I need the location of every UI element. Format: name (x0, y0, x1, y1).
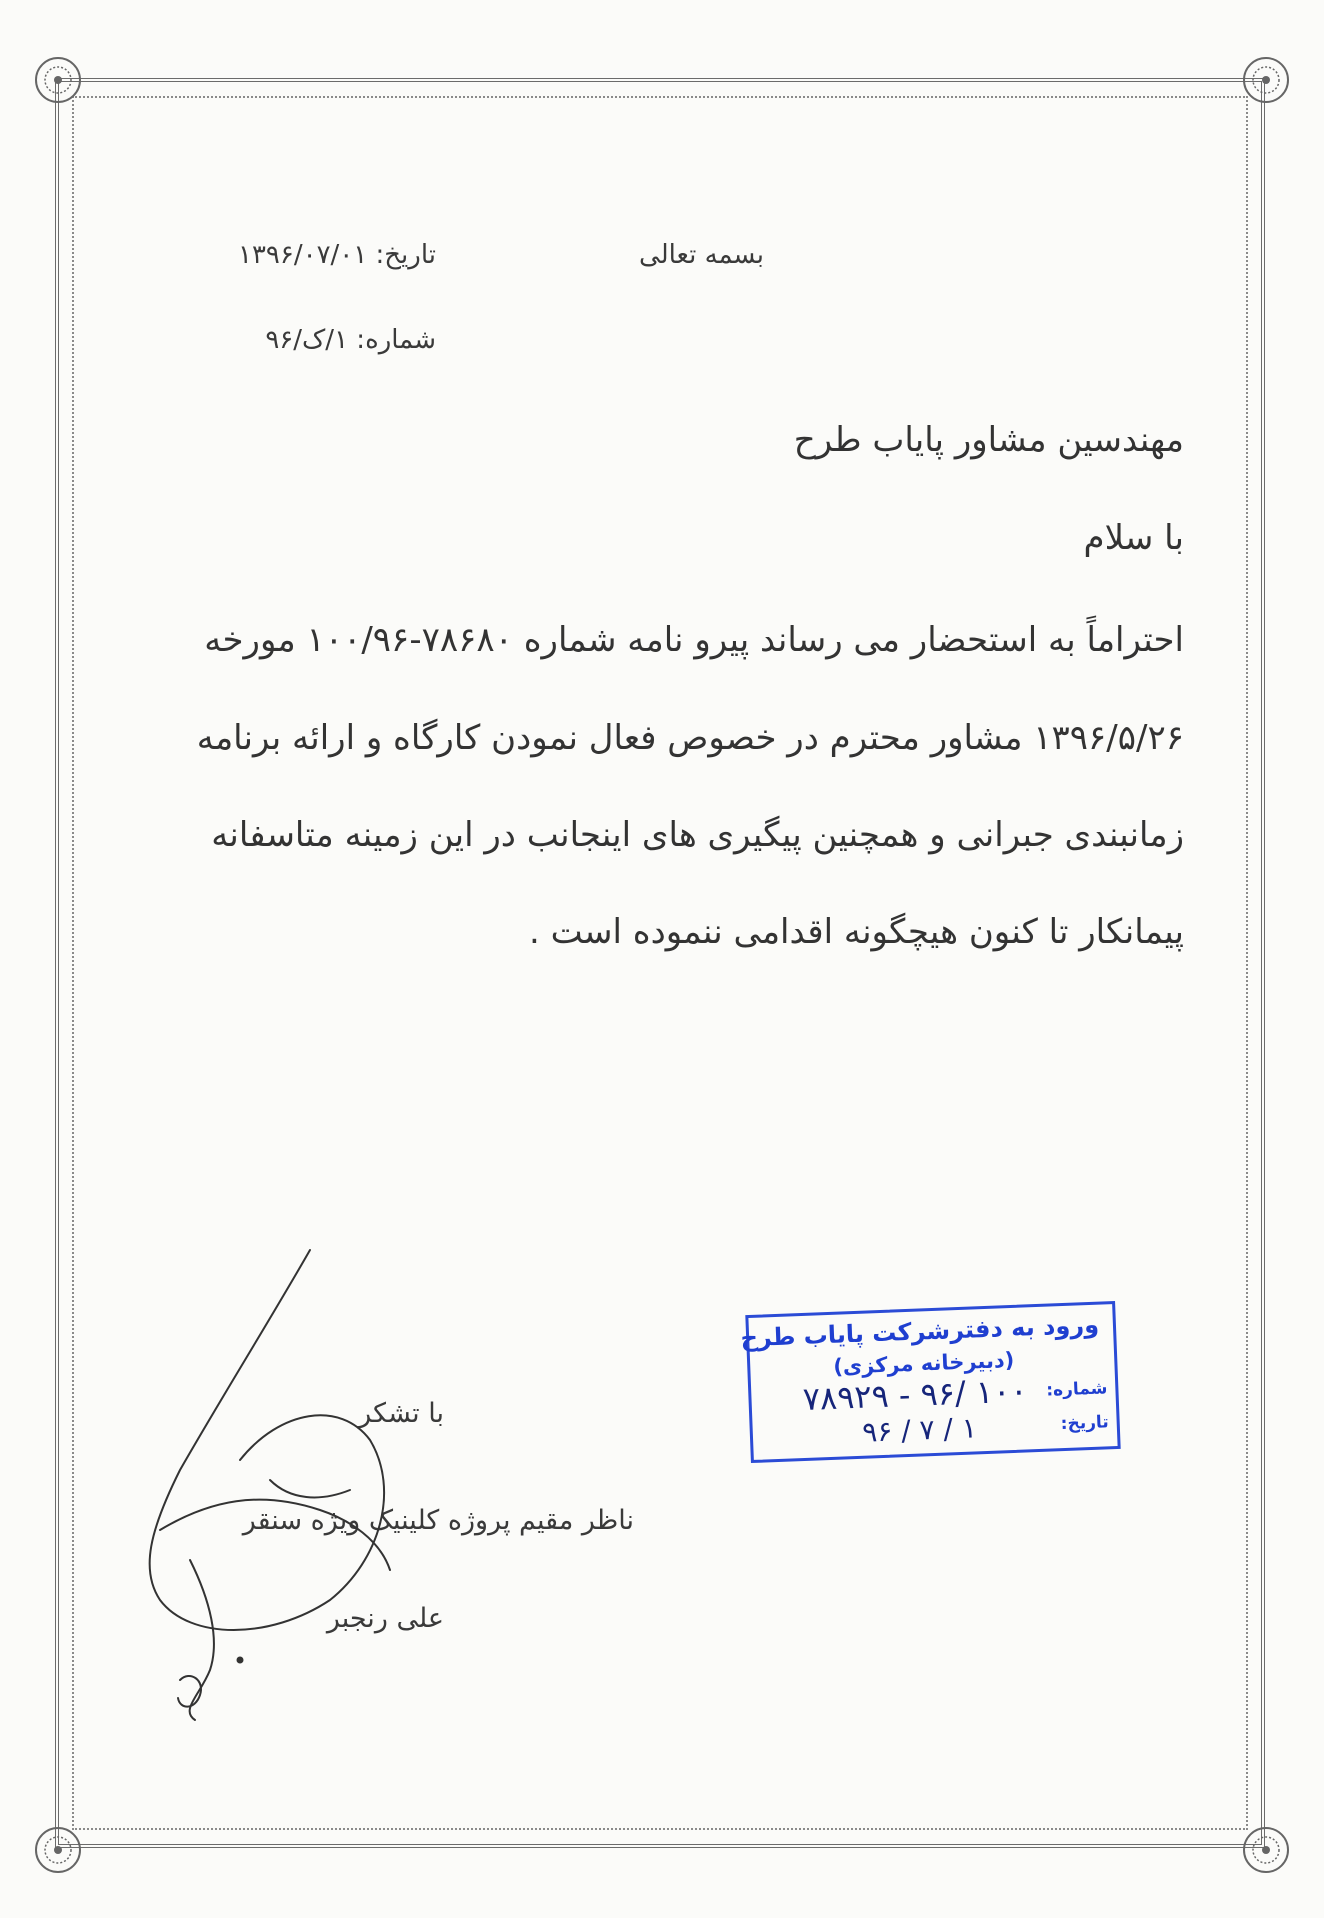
corner-ornament-icon (1236, 1820, 1296, 1880)
stamp-date-value: ۹۶ / ۷ / ۱ (861, 1411, 978, 1449)
stamp-title: ورود به دفترشرکت پایاب طرح (740, 1310, 1100, 1353)
body-line: ۱۳۹۶/۵/۲۶ مشاور محترم در خصوص فعال نمودن کارگاه و ارائه برنامه (196, 718, 1184, 758)
stamp-subtitle: (دبیرخانه مرکزی) (832, 1347, 1015, 1379)
registration-stamp (740, 1301, 1120, 1463)
body-line: زمانبندی جبرانی و همچنین پیگیری های اینجانب در این زمینه متاسفانه (211, 815, 1184, 855)
letter-date: تاریخ: ۱۳۹۶/۰۷/۰۱ (237, 240, 436, 270)
signer-name: علی رنجبر (326, 1603, 444, 1634)
stamp-date-label: تاریخ: (1060, 1412, 1110, 1435)
stamp-number-value: ۷۸۹۲۹ - ۹۶/ ۱۰۰ (802, 1371, 1029, 1418)
corner-ornament-icon (1236, 50, 1296, 110)
closing-thanks: با تشکر (358, 1398, 444, 1429)
greeting: با سلام (1083, 518, 1184, 558)
signer-title: ناظر مقیم پروژه کلینیک ویژه سنقر (242, 1505, 634, 1536)
basmala-heading: بسمه تعالی (639, 240, 764, 270)
stamp-number-label: شماره: (1045, 1378, 1108, 1401)
corner-ornament-icon (28, 1820, 88, 1880)
addressee: مهندسین مشاور پایاب طرح (793, 420, 1184, 460)
corner-ornament-icon (28, 50, 88, 110)
body-line: پیمانکار تا کنون هیچگونه اقدامی ننموده است . (529, 912, 1184, 952)
letter-number: شماره: ۱/ک/۹۶ (265, 325, 436, 355)
handwritten-signature (120, 1240, 440, 1740)
body-line: احتراماً به استحضار می رساند پیرو نامه شماره ۷۸۶۸۰-۱۰۰/۹۶ مورخه (204, 620, 1184, 660)
